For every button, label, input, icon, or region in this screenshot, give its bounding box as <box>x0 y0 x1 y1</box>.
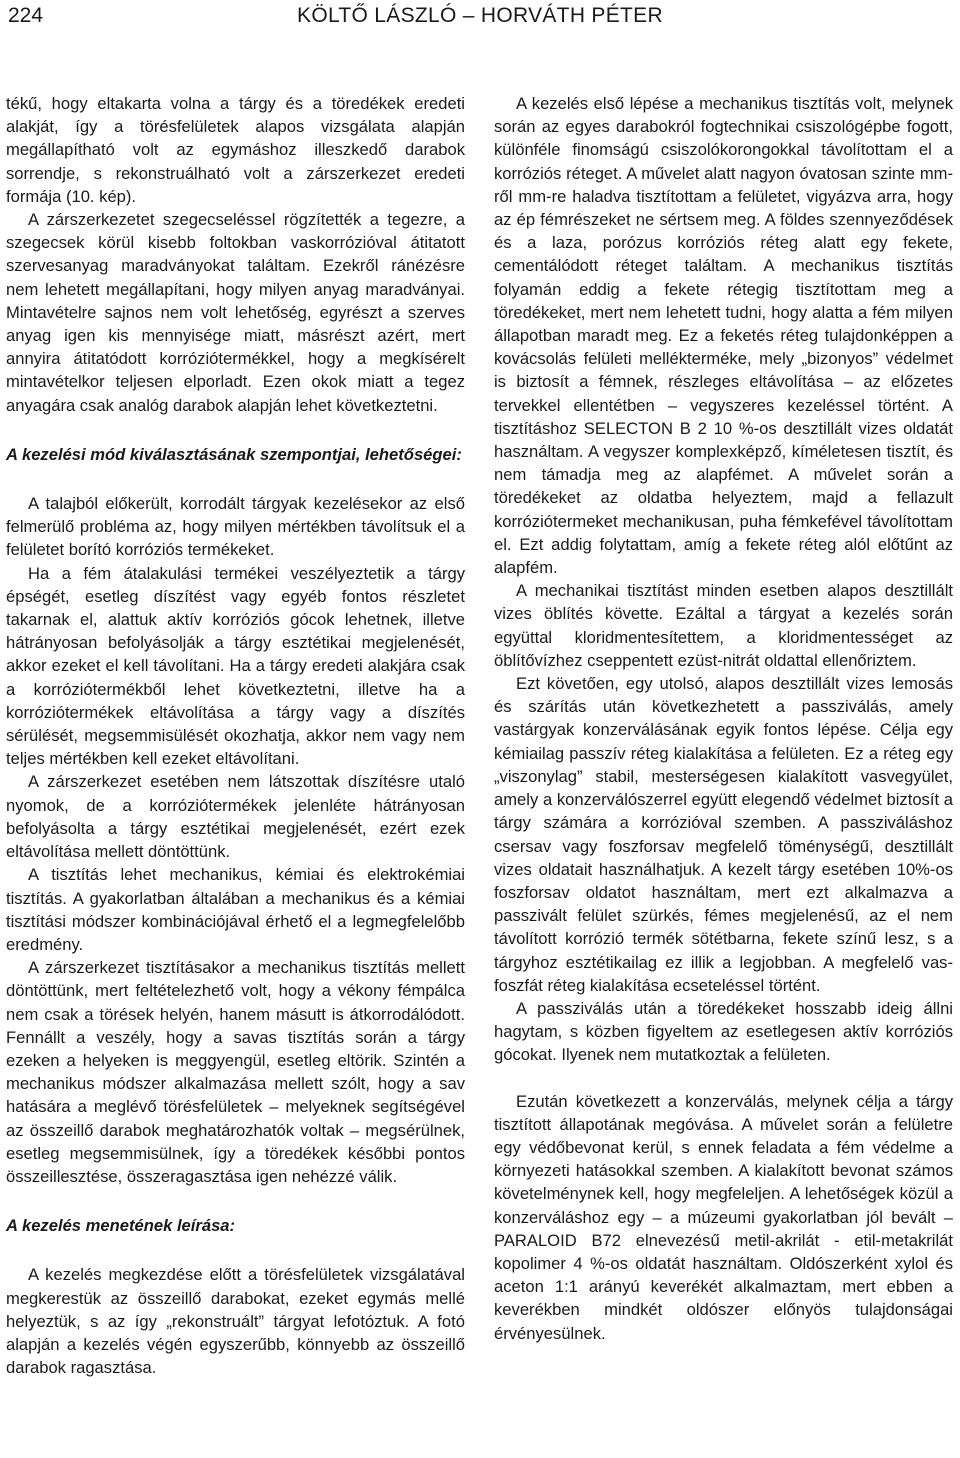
right-column <box>494 92 953 1345</box>
paragraph: A passziválás után a töredékeket hosszabb ideig állni hagytam, s közben figyeltem az esetlegesen aktív korróziós gócokat. Ilyenek nem mutatkoztak a felületen. <box>494 998 953 1065</box>
paragraph: tékű, hogy eltakarta volna a tárgy és a töredékek eredeti alakját, így a törésfelületek alapos vizsgálata alapján megállapítható volt az egymáshoz illeszkedő darabok sorrendje, s rekonstruálható volt a zárszerkezet eredeti formája (10. kép). <box>6 94 465 206</box>
section-heading: A kezelési mód kiválasztásának szempontjai, lehetőségei: <box>6 444 462 464</box>
paragraph: A kezelés megkezdése előtt a törésfelületek vizsgálatával megkerestük az összeillő darabokat, ezeket egymás mellé helyeztük, s az így „rekonstruált” tárgyat lefotóztuk. A fotó alapján a kezelés végén egyszerűbb, könnyebb az összeillő darabok ragasztása. <box>6 1265 465 1378</box>
left-column <box>6 92 465 1379</box>
paragraph: A kezelés első lépése a mechanikus tisztítás volt, melynek során az egyes darabokról fogtechnikai csiszológépbe fogott, különféle finomságú csiszolókorongokkal távolítottam el a korróziós réteget. A művelet alatt nagyon óvatosan szinte mm-ről mm-re haladva tisztítottam a felületet, vigyázva arra, hogy az ép fémrészeket ne sértsem meg. A földes szennyeződések és a laza, porózus korróziós réteg alatt egy fekete, cementálódott réteget találtam. A mechanikus tisztítás folyamán eddig a fekete rétegig tisztítottam meg a töredékeket, mert nem lehetett tudni, hogy alatta a fém milyen állapotban maradt meg. Ez a feketés réteg tulajdonképpen a kovácsolás felületi mellékterméke, mely „bizonyos” védelmet is biztosít a fémnek, részleges eltávolítása – az előzetes tervekkel ellentétben – vegyszeres kezeléssel történt. A tisztításhoz SELECTON B 2 10 %-os desztillált vizes oldatát használtam. A vegyszer komplexképző, kíméletesen tisztít, és nem támadja meg az alapfémet. A művelet során a töredékeket az oldatba helyeztem, majd a fellazult korróziótermeket mechanikusan, puha fémkefével távolítottam el. Ezt addig folytattam, amíg a fekete réteg alól előtűnt az alapfém. <box>494 94 953 578</box>
paragraph: A talajból előkerült, korrodált tárgyak kezelésekor az első felmerülő probléma az, hogy milyen mértékben távolítsuk el a felületet borító korróziós termékeket. <box>6 494 465 560</box>
paragraph: A zárszerkezet esetében nem látszottak díszítésre utaló nyomok, de a korróziótermékek jelenléte hátrányosan befolyásolta a tárgy esztétikai megjelenését, ezért ezek eltávolítása mellett döntöttünk. <box>6 772 465 862</box>
paragraph: Ezután következett a konzerválás, melynek célja a tárgy tisztított állapotának megóvása. A művelet során a felületre egy védőbevonat kerül, s ennek feladata a fém védelme a környezeti hatásokkal szemben. A kialakított bevonat számos követelménynek kell, hogy megfeleljen. A lehetőségek közül a konzerváláshoz egy – a múzeumi gyakorlatban jól bevált – PARALOID B72 elnevezésű metil-akrilát - etil-metakrilát kopolimer 4 %-os oldatát használtam. Oldószerként xylol és aceton 1:1 arányú keverékét alkalmaztam, mert ebben a keverékben mindkét oldószer előnyös tulajdonságai érvényesülnek. <box>494 1091 953 1343</box>
section-heading: A kezelés menetének leírása: <box>6 1216 236 1236</box>
running-head: KÖLTŐ LÁSZLÓ – HORVÁTH PÉTER <box>297 4 663 27</box>
paragraph: A tisztítás lehet mechanikus, kémiai és elektrokémiai tisztítás. A gyakorlatban általában a mechanikus és a kémiai tisztítási módszer kombinációjával érhető el a legmegfelelőbb eredmény. <box>6 865 465 954</box>
paragraph: Ha a fém átalakulási termékei veszélyeztetik a tárgy épségét, esetleg díszítést vagy egyéb fontos részletet takarnak el, alattuk aktív korróziós gócok lehetnek, illetve hátrányosan befolyásolják a tárgy esztétikai megjelenését, akkor ezeket el kell távolítani. Ha a tárgy eredeti alakjára csak a korróziótermékből lehet következtetni, illetve ha a korróziótermékek eltávolítása a tárgy vagy a díszítés sérülését, megsemmisülését okozhatja, akkor nem vagy nem teljes mértékben kell ezeket eltávolítani. <box>6 563 465 769</box>
paragraph: Ezt követően, egy utolsó, alapos desztillált vizes lemosás és szárítás után következhetett a passziválás, amely vastárgyak konzerválásának egyik fontos lépése. Célja egy kémiailag passzív réteg kialakítása a felületen. Ez a réteg egy „viszonylag” stabil, mesterségesen kialakított vasvegyület, amely a konzerválószerrel együtt elegendő védelmet biztosít a tárgy számára a korrózióval szemben. A passziváláshoz csersav vagy foszforsav megfelelő töménységű, desztillált vizes oldatait használhatjuk. A kezelt tárgy esetében 10%-os foszforsav oldatot használtam, mert ezt alkalmazva a passzivált felület szürkés, fémes megjelenésű, az el nem távolított korrózió termék sötétbarna, fekete színű lesz, s a tárgyhoz esztétikailag ez illik a legjobban. A megfelelő vas-foszfát réteg kialakítása ecseteléssel történt. <box>494 674 953 995</box>
page-number: 224 <box>8 4 44 27</box>
paragraph: A zárszerkezetet szegecseléssel rögzítették a tegezre, a szegecsek körül kisebb foltokban vaskorrózióval átitatott szervesanyag maradványokat találtam. Ezekről ránézésre nem lehetett megállapítani, hogy milyen anyag maradványai. Mintavételre sajnos nem volt lehetőség, egyrészt a szerves anyag igen kis mennyisége miatt, másrészt azért, mert annyira átitatódott korróziótermékkel, hogy a megkísérelt mintavételkor teljesen elporladt. Ezen okok miatt a tegez anyagára csak analóg darabok alapján lehet következtetni. <box>6 210 465 415</box>
paragraph: A zárszerkezet tisztításakor a mechanikus tisztítás mellett döntöttünk, mert feltételezhető volt, hogy a vékony fémpálca nem csak a törések helyén, hanem másutt is átkorrodálódott. Fennállt a veszély, hogy a savas tisztítás során a tárgy ezeken a helyeken is meggyengül, esetleg eltörik. Szintén a mechanikus módszer alkalmazása mellett szólt, hogy a sav hatására a meglévő törésfelületek – melyeknek segítségével az összeillő darabok meghatározhatók voltak – megsérülnek, esetleg megsemmisülnek, így a töredékek későbbi pontos összeillesztése, összeragasztása igen nehézzé válik. <box>6 958 465 1186</box>
paragraph: A mechanikai tisztítást minden esetben alapos desztillált vizes öblítés követte. Ezáltal a tárgyat a kezelés során együttal kloridmentesítettem, a kloridmentességet az öblítővízhez cseppentett ezüst-nitrát oldattal ellenőriztem. <box>494 581 953 670</box>
